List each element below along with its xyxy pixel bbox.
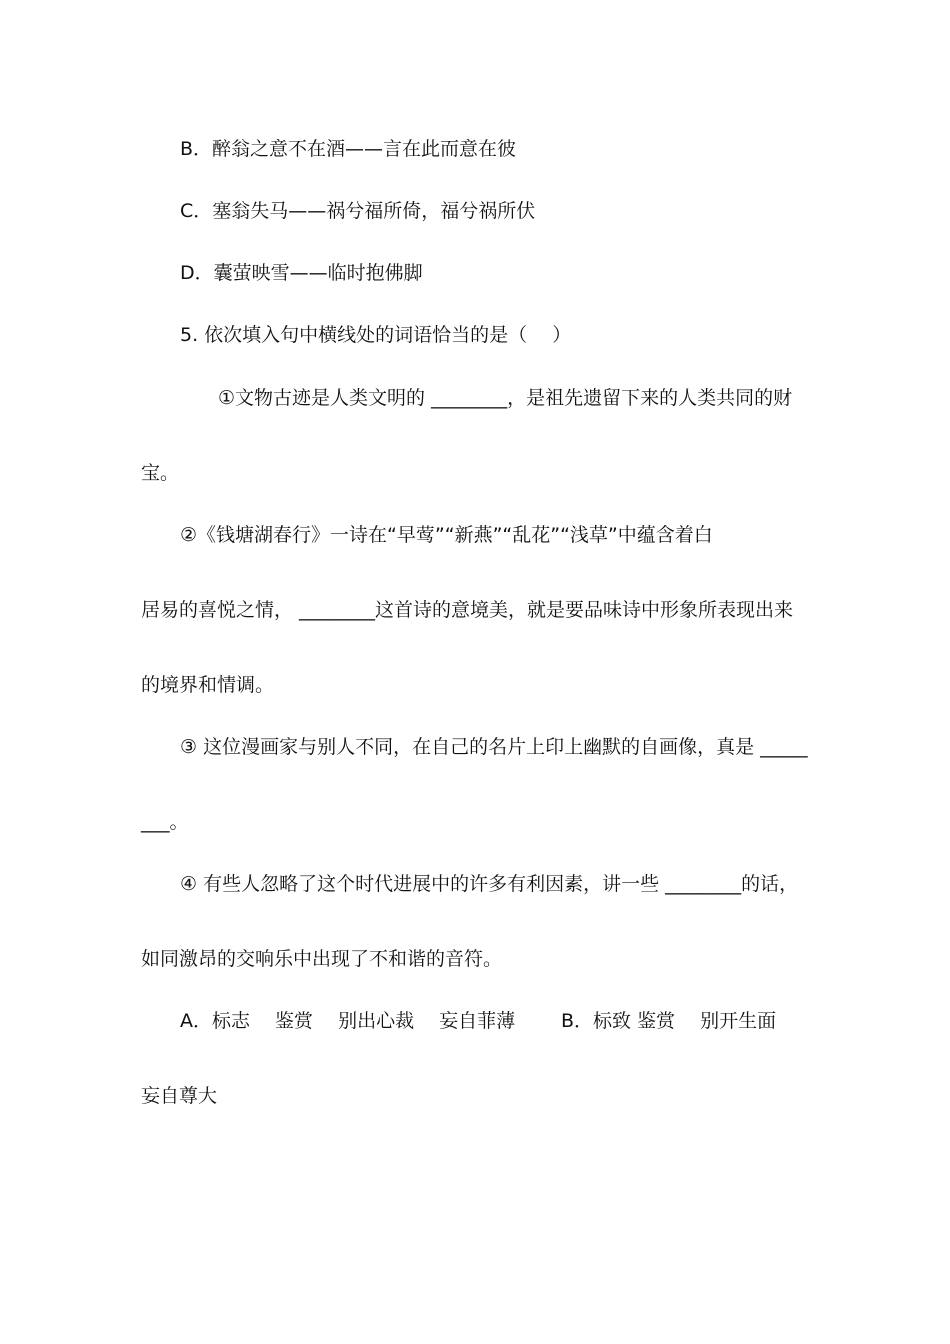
option-b: B．醉翁之意不在酒——言在此而意在彼: [180, 138, 517, 160]
sentence-4-line-2: 如同激昂的交响乐中出现了不和谐的音符。: [141, 948, 503, 970]
answer-option-a: A．标志 鉴赏 别出心裁 妄自菲薄: [180, 1010, 516, 1032]
sentence-4-line-1: ④ 有些人忽略了这个时代进展中的许多有利因素，讲一些 ________的话，: [180, 873, 799, 895]
option-d: D．囊萤映雪——临时抱佛脚: [180, 262, 423, 284]
sentence-1-line-1: ①文物古迹是人类文明的 ________，是祖先遗留下来的人类共同的财: [218, 387, 793, 409]
answer-option-b: B．标致 鉴赏 别开生面: [561, 1010, 777, 1032]
sentence-2-line-3: 的境界和情调。: [141, 674, 275, 696]
option-c: C．塞翁失马——祸兮福所倚，福兮祸所伏: [180, 200, 536, 222]
question-5-stem: 5. 依次填入句中横线处的词语恰当的是（ ）: [180, 324, 572, 346]
sentence-3-line-2: ___。: [141, 811, 189, 833]
sentence-1-line-2: 宝。: [141, 462, 180, 484]
sentence-3-line-1: ③ 这位漫画家与别人不同，在自己的名片上印上幽默的自画像，真是 _____: [180, 736, 808, 758]
sentence-2-line-2: 居易的喜悦之情， ________这首诗的意境美，就是要品味诗中形象所表现出来: [141, 599, 794, 621]
answer-option-b-continued: 妄自尊大: [141, 1085, 218, 1107]
sentence-2-line-1: ②《钱塘湖春行》一诗在“早莺”“新燕”“乱花”“浅草”中蕴含着白: [180, 524, 713, 546]
